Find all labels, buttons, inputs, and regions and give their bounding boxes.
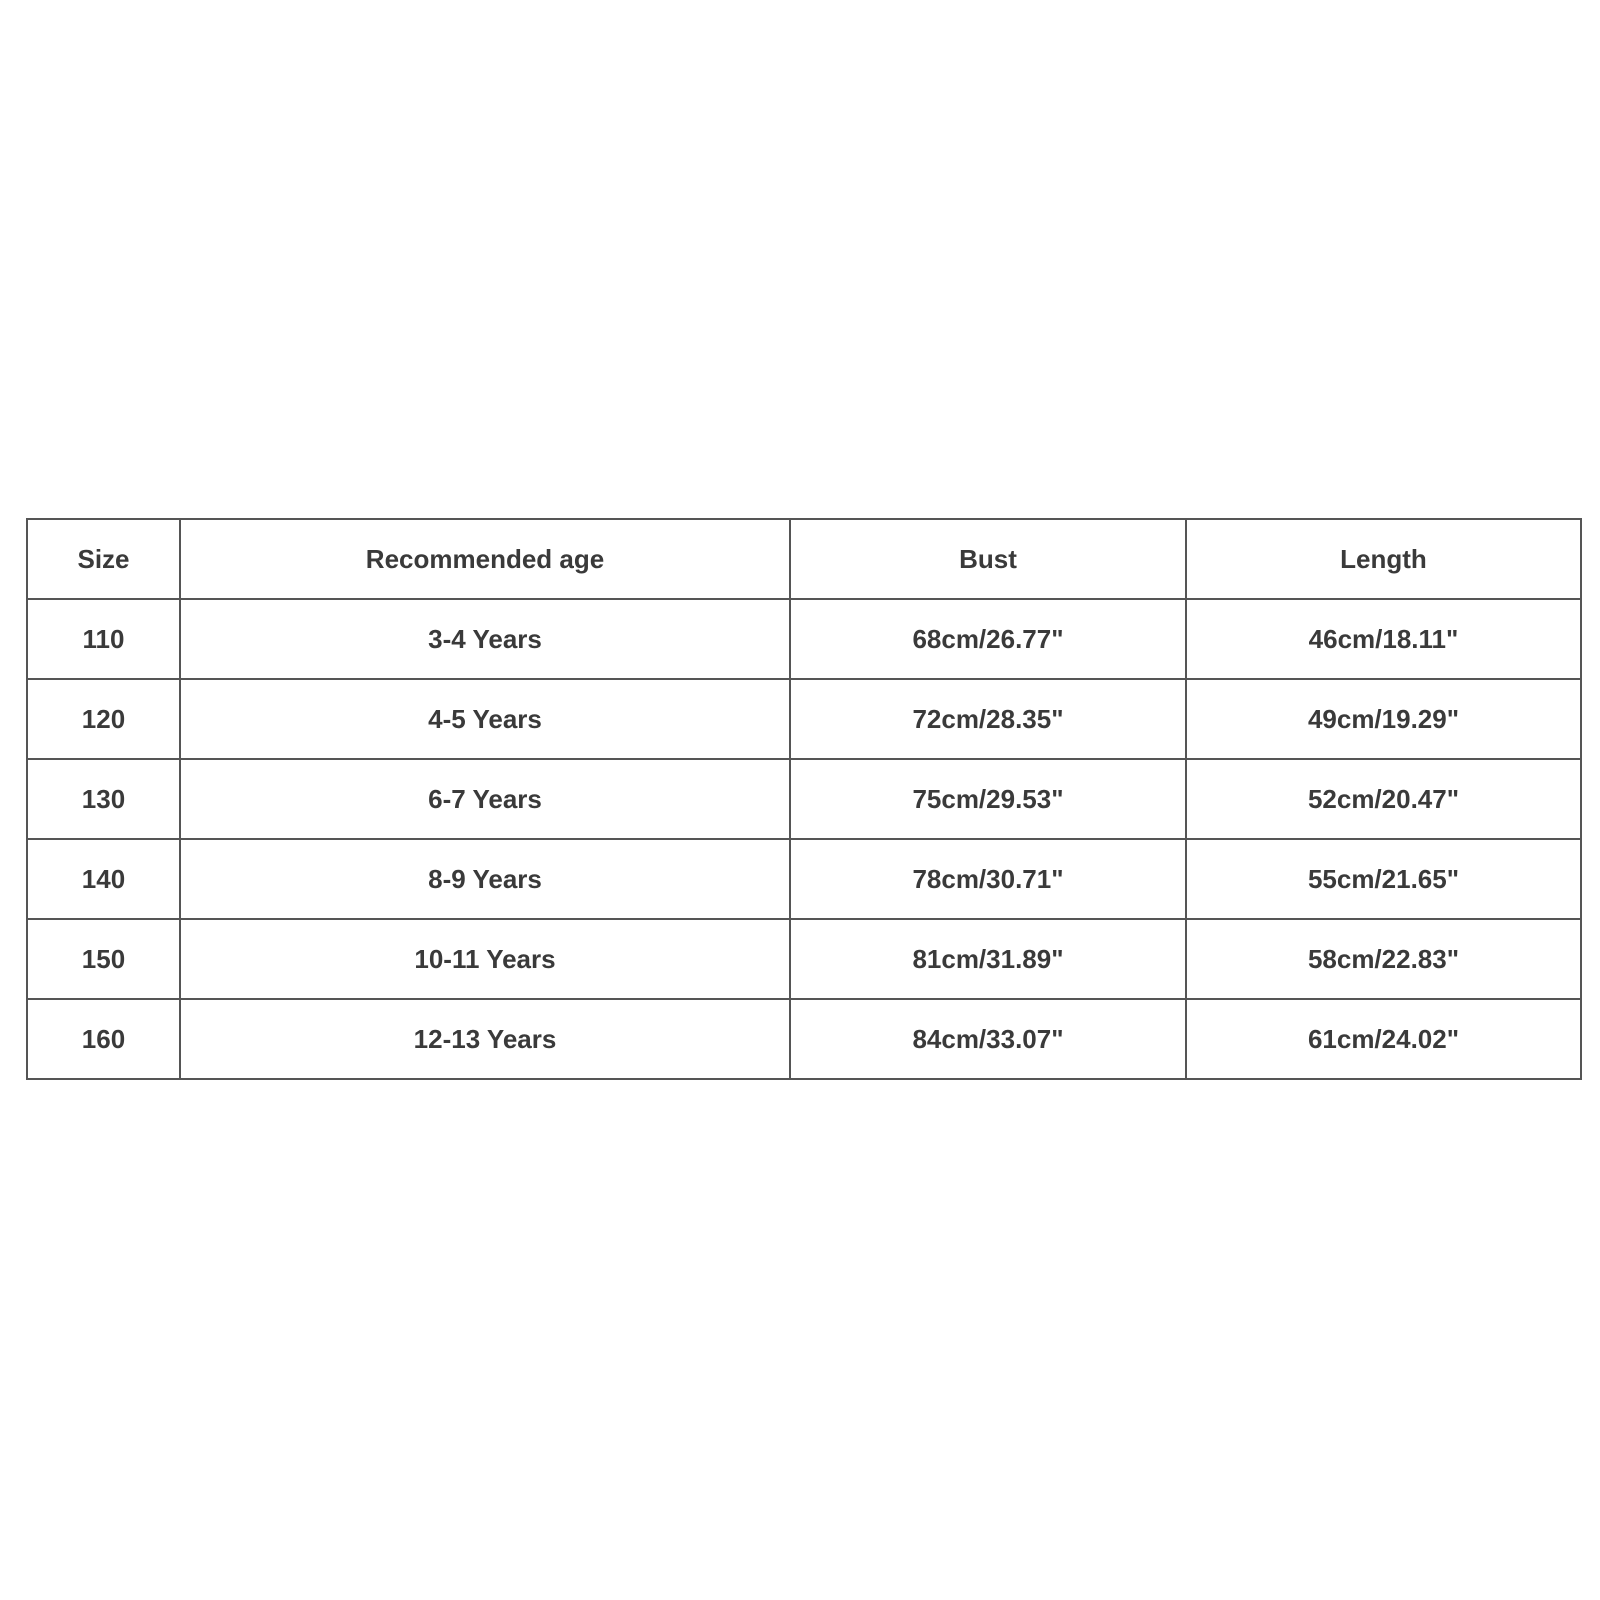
cell-size: 160 <box>27 999 180 1079</box>
header-recommended-age: Recommended age <box>180 519 790 599</box>
table-row <box>27 759 1581 839</box>
cell-length: 52cm/20.47" <box>1186 759 1581 839</box>
size-chart-table <box>26 518 1582 1080</box>
header-size: Size <box>27 519 180 599</box>
cell-size: 110 <box>27 599 180 679</box>
cell-bust: 75cm/29.53" <box>790 759 1186 839</box>
cell-bust: 84cm/33.07" <box>790 999 1186 1079</box>
cell-length: 58cm/22.83" <box>1186 919 1581 999</box>
table-row <box>27 679 1581 759</box>
cell-size: 120 <box>27 679 180 759</box>
table-row <box>27 839 1581 919</box>
table-header-row <box>27 519 1581 599</box>
cell-size: 150 <box>27 919 180 999</box>
header-bust: Bust <box>790 519 1186 599</box>
cell-recommended-age: 10-11 Years <box>180 919 790 999</box>
cell-length: 49cm/19.29" <box>1186 679 1581 759</box>
cell-size: 140 <box>27 839 180 919</box>
cell-bust: 78cm/30.71" <box>790 839 1186 919</box>
table-row <box>27 919 1581 999</box>
cell-recommended-age: 12-13 Years <box>180 999 790 1079</box>
table-row <box>27 999 1581 1079</box>
cell-size: 130 <box>27 759 180 839</box>
cell-recommended-age: 6-7 Years <box>180 759 790 839</box>
cell-length: 55cm/21.65" <box>1186 839 1581 919</box>
header-length: Length <box>1186 519 1581 599</box>
table-row <box>27 599 1581 679</box>
cell-length: 46cm/18.11" <box>1186 599 1581 679</box>
cell-recommended-age: 8-9 Years <box>180 839 790 919</box>
cell-recommended-age: 4-5 Years <box>180 679 790 759</box>
cell-bust: 81cm/31.89" <box>790 919 1186 999</box>
cell-recommended-age: 3-4 Years <box>180 599 790 679</box>
cell-bust: 68cm/26.77" <box>790 599 1186 679</box>
cell-length: 61cm/24.02" <box>1186 999 1581 1079</box>
cell-bust: 72cm/28.35" <box>790 679 1186 759</box>
